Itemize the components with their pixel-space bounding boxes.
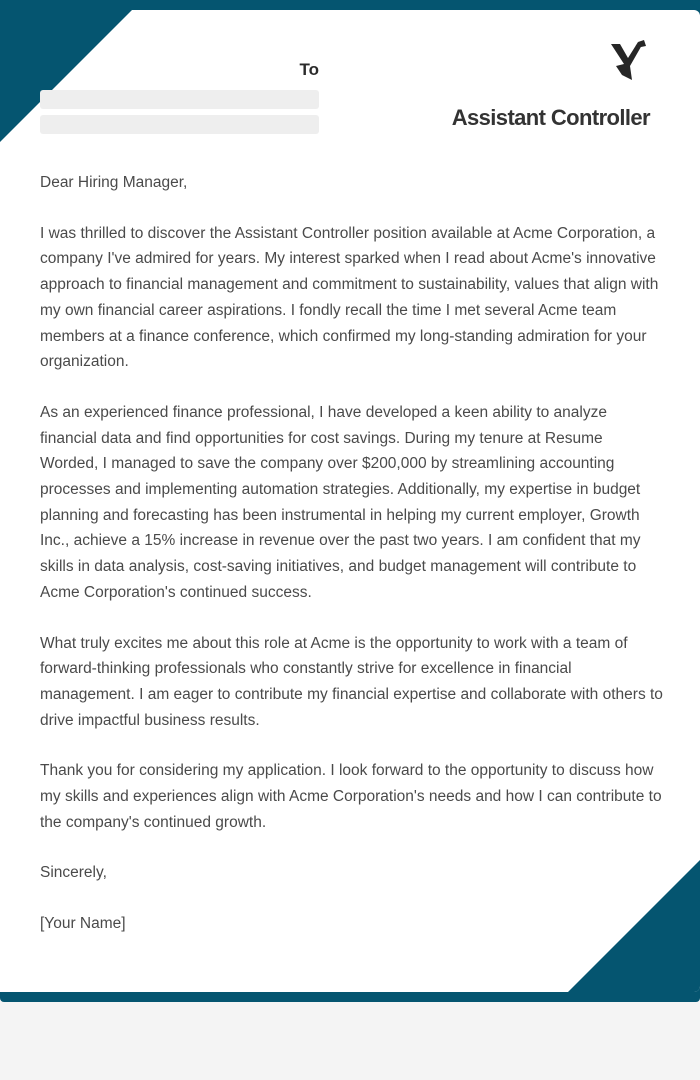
letter-signature: [Your Name] [40,915,126,933]
job-title-heading: Assistant Controller [451,105,650,130]
letter-body [40,170,664,962]
letter-paragraph-1: I was thrilled to discover the Assistant Controller position available at Acme Corporation, a company I've admired for years. My interest sparked when I read about Acme's innovative approach to financial management and commitment to sustainability, values that align with my own financial career aspirations. I fondly recall the time I met several Acme team members at a finance conference, which confirmed my long-standing admiration for your organization. [40,224,659,371]
letter-paragraph-4: Thank you for considering my application. I look forward to the opportunity to discuss how my skills and experiences align with Acme Corporation's needs and how I can contribute to the company's continued growth. [40,762,662,831]
letter-sheet [0,10,700,992]
letter-paragraph-2: As an experienced finance professional, I have developed a keen ability to analyze financial data and find opportunities for cost savings. During my tenure at Resume Worded, I managed to save the company over $200,000 by streamlining accounting processes and implementing automation strategies. Additionally, my expertise in budget planning and forecasting has been instrumental in helping my current employer, Growth Inc., achieve a 15% increase in revenue over the past two years. I am confident that my skills in data analysis, cost-saving initiatives, and budget management will contribute to Acme Corporation's continued success. [40,403,641,601]
letter-salutation: Dear Hiring Manager, [40,174,188,191]
recipient-placeholder-line-1 [40,90,319,109]
recipient-to-label: To [299,60,319,79]
letter-closing: Sincerely, [40,864,107,882]
resume-worded-logo-icon [608,40,648,82]
recipient-placeholder-line-2 [40,115,319,134]
letter-paragraph-3: What truly excites me about this role at Acme is the opportunity to work with a team of forward-thinking professionals who constantly strive for excellence in financial management. I am eager to contribute my financial expertise and collaborate with others to drive impactful business results. [40,634,663,729]
